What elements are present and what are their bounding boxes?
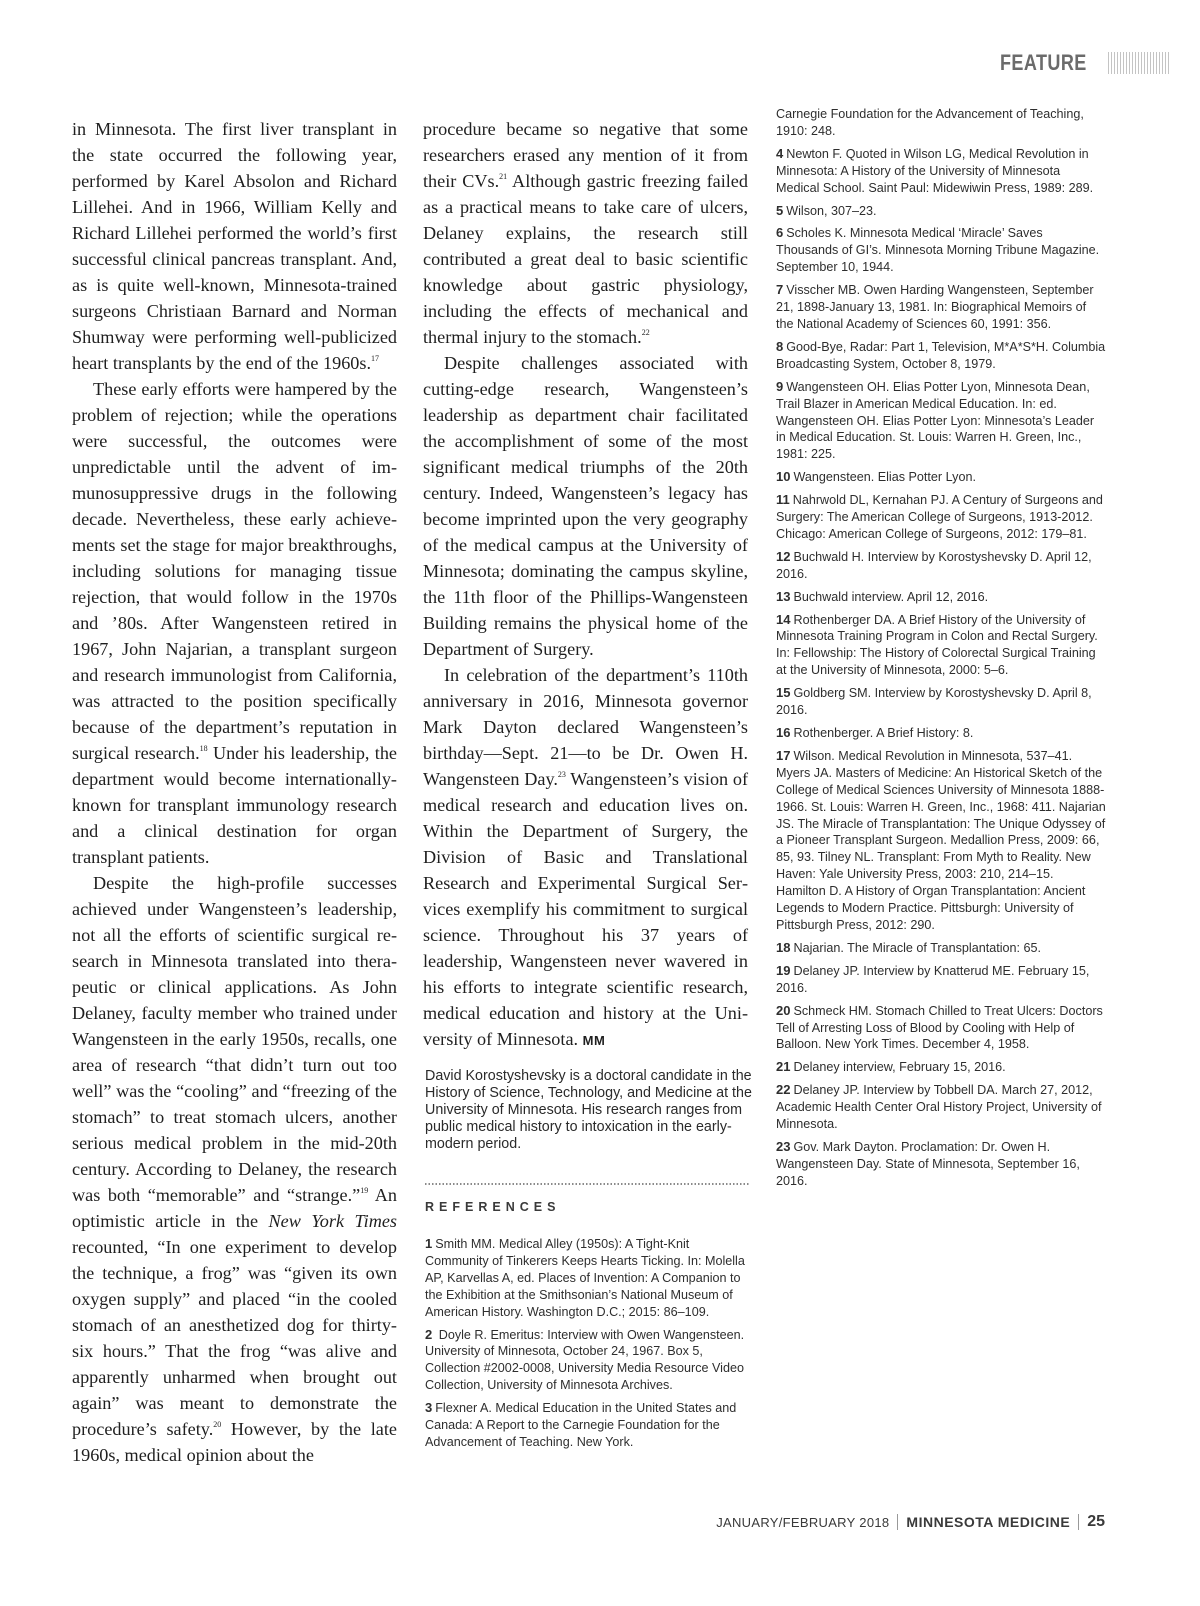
paragraph-text: Under his leadership, the department would become internationally-known for transplant immunology research and a clinical destination for organ transplant patients. [72,743,397,867]
reference-item [776,1003,1106,1054]
reference-text: Good-Bye, Radar: Part 1, Television, M*A*S*H. Columbia Broadcasting System, October 8, 1979. [776,339,1106,371]
reference-number: 12 [776,548,791,564]
reference-text: Wangensteen. Elias Potter Lyon. [793,470,976,485]
reference-number: 5 [776,202,784,218]
paragraph-text: In celebration of the department’s 110th anniversary in 2016, Minnesota governor Mark Dayton declared Wangensteen’s birthday—Sept. 21—to be Dr. Owen H. Wangensteen Day. [423,665,748,789]
dotted-divider [425,1183,750,1185]
reference-number: 3 [425,1400,433,1416]
italic-title: New York Times [268,1211,397,1231]
reference-text: Delaney interview, February 15, 2016. [793,1060,1006,1075]
reference-text: Wilson. Medical Revolution in Minnesota, 537–41. Myers JA. Masters of Medicine: An Historical Sketch of the College of Medical Sciences University of Minnesota 1888-1966. St. Louis: Warren H. Green, Inc., 1968: 411. Najarian JS. The Miracle of Transplantation: The Unique Odyssey of a Pioneer Transplant Surgeon. Medallion Press, 2009: 66, 85, 93. Tilney NL. Transplant: From Myth to Reality. New Haven: Yale University Press, 2003: 210, 214–15. Hamilton D. A History of Organ Transplantation: Ancient Legends to Modern Practice. Pittsburgh: University of Pittsburgh Press, 2012: 290. [776,748,1106,932]
reference-item [776,725,1106,742]
article-paragraph [72,870,397,1468]
reference-number: 22 [776,1082,791,1098]
citation-superscript: 23 [557,770,566,779]
reference-item [776,589,1106,606]
citation-superscript: 22 [641,328,650,337]
reference-text: Delaney JP. Interview by Knatterud ME. February 15, 2016. [776,963,1090,995]
reference-text: Delaney JP. Interview by Tobbell DA. March 27, 2012, Academic Health Center Oral History Project, University of Minnesota. [776,1083,1102,1132]
reference-item [776,225,1106,276]
reference-number: 9 [776,378,784,394]
paragraph-text: An optimistic article in the [72,1185,398,1231]
reference-text: Nahrwold DL, Kernahan PJ. A Century of Surgeons and Surgery: The American College of Surgeons, 1913-2012. Chicago: American College of Surgeons, 2012: 179–81. [776,493,1103,541]
reference-item [776,685,1106,719]
reference-text: Scholes K. Minnesota Medical ‘Miracle’ Saves Thousands of GI’s. Minnesota Morning Tribune Magazine. September 10, 1944. [776,226,1100,275]
reference-number: 4 [776,145,784,161]
citation-superscript: 20 [213,1420,222,1429]
reference-text: Smith MM. Medical Alley (1950s): A Tight-Knit Community of Tinkerers Keeps Hearts Ticking. In: Molella AP, Karvellas A, ed. Places of Invention: A Companion to the Exhibition at the Smithsonian’s National Museum of American History. Washington D.C.; 2015: 86–109. [425,1237,745,1319]
footer-divider [1078,1514,1079,1530]
magazine-name: MINNESOTA MEDICINE [906,1514,1071,1530]
reference-item [776,963,1106,997]
citation-superscript: 19 [360,1186,369,1195]
paragraph-text: recounted, “In one experiment to develop the technique, a frog” was “given its own oxygen supply” and placed “in the cooled stomach of an anesthetized dog for thirty-six hours.” That the frog “was alive and apparently unharmed when brought out again” was meant to demonstrate the procedure’s safety. [72,1237,397,1439]
header-decorative-bar [1108,52,1170,74]
citation-superscript: 21 [499,172,508,181]
reference-text: Buchwald H. Interview by Korostyshevsky D. April 12, 2016. [776,549,1092,581]
reference-number: 18 [776,939,791,955]
reference-number: 23 [776,1138,791,1154]
reference-text: Najarian. The Miracle of Transplantation: 65. [793,940,1042,955]
reference-item [776,612,1106,680]
reference-item [776,1082,1106,1133]
reference-item [776,549,1106,583]
paragraph-text: Despite the high-profile successes achieved under Wangensteen’s leadership, not all the efforts of scientific surgical research in Minnesota translated into therapeutic or clinical applications. As John Delaney, faculty member who trained under Wangensteen in the early 1950s, recalls, one area of research “that didn’t turn out too well” was the “cooling” and “freezing of the stomach” to treat stomach ulcers, another serious medical problem in the mid-20th century. According to Delaney, the research was both “memorable” and “strange.” [72,873,397,1205]
page-number: 25 [1087,1513,1105,1530]
paragraph-text: These early efforts were hampered by the problem of rejection; while the operations were successful, the outcomes were unpredictable until the advent of immunosuppressive drugs in the following decade. Nevertheless, these early achievements set the stage for major breakthroughs, including solutions for managing tissue rejection, that would follow in the 1970s and ’80s. After Wangensteen retired in 1967, John Najarian, a transplant surgeon and research immunologist from California, was attracted to the position specifically because of the department’s reputation in surgical research. [72,379,397,763]
reference-item [776,339,1106,373]
article-paragraph [72,376,397,870]
paragraph-text: Although gastric freezing failed as a practical means to take care of ulcers, Delaney explains, the research still contributed a great deal to basic scientific knowledge about gastric physiology, including the effects of mechanical and thermal injury to the stomach. [423,171,748,347]
references-list-column-2 [425,1236,750,1457]
article-paragraph [423,116,748,350]
reference-text: Rothenberger DA. A Brief History of the University of Minnesota Training Program in Colon and Rectal Surgery. In: Fellowship: The History of Colorectal Surgical Training at the University of Minnesota, 2000: 5–6. [776,612,1098,678]
article-column-1 [72,116,397,1468]
paragraph-text: Wangensteen’s vision of medical research and education lives on. Within the Department of Surgery, the Division of Basic and Translational Research and Experimental Surgical Services exemplify his commitment to surgical science. Throughout his 37 years of leadership, Wangensteen never wavered in his efforts to integrate scientific research, medical education and history at the University of Minnesota. [423,769,749,1049]
reference-item [776,469,1106,486]
reference-item [776,1059,1106,1076]
section-header [1000,48,1170,78]
article-paragraph [423,662,748,1054]
paragraph-text: in Minnesota. The first liver transplant in the state occurred the following year, performed by Karel Absolon and Richard Lillehei. And in 1966, William Kelly and Richard Lillehei performed the world’s first successful clinical pancreas transplant. And, as is quite well-known, Minnesota-trained surgeons Christiaan Barnard and Norman Shumway were performing well-publicized heart transplants by the end of the 1960s. [72,119,397,373]
reference-number: 7 [776,282,784,298]
reference-item [425,1400,750,1451]
reference-number: 11 [776,492,790,508]
reference-text: Rothenberger. A Brief History: 8. [793,726,974,740]
section-label: FEATURE [1000,50,1087,75]
end-mark: MM [582,1033,606,1048]
reference-number: 2 [425,1326,433,1342]
reference-number: 6 [776,225,784,241]
article-column-2 [423,116,748,1054]
paragraph-text: However, by the late 1960s, medical opinion about the [72,1419,397,1465]
reference-text: Flexner A. Medical Education in the United States and Canada: A Report to the Carnegie Foundation for the Advancement of Teaching. New York. [425,1401,737,1449]
reference-item [776,940,1106,957]
reference-item [776,146,1106,197]
paragraph-text: procedure became so negative that some researchers erased any mention of it from their CVs. [423,119,748,191]
reference-number: 17 [776,747,791,763]
reference-number: 14 [776,611,791,627]
reference-continuation: Carnegie Foundation for the Advancement of Teaching, 1910: 248. [776,107,1084,138]
article-paragraph [72,116,397,376]
reference-text: Visscher MB. Owen Harding Wangensteen, September 21, 1898-January 13, 1981. In: Biographical Memoirs of the National Academy of Sciences 60, 1991: 356. [776,283,1094,331]
reference-text: Doyle R. Emeritus: Interview with Owen Wangensteen. University of Minnesota, October 24, 1967. Box 5, Collection #2002-0008, University Media Resource Video Collection, University of Minnesota Archives. [425,1327,745,1393]
references-list-column-3 [776,106,1106,1196]
reference-item [776,748,1106,934]
issue-date: JANUARY/FEBRUARY 2018 [716,1514,890,1530]
reference-number: 13 [776,588,791,604]
reference-item [425,1327,750,1395]
article-paragraph [423,350,748,662]
reference-text: Schmeck HM. Stomach Chilled to Treat Ulcers: Doctors Tell of Arresting Loss of Blood by Cooling with Help of Balloon. New York Times. December 4, 1958. [776,1003,1103,1052]
paragraph-text: Despite challenges associated with cutting-edge research, Wangensteen’s leadership as department chair facilitated the accomplishment of some of the most significant medical triumphs of the 20th century. Indeed, Wangensteen’s legacy has become imprinted upon the very geography of the medical campus at the University of Minnesota; dominating the campus skyline, the 11th floor of the Phillips-Wangensteen Building remains the physical home of the Department of Surgery. [423,353,748,659]
reference-item [776,282,1106,333]
reference-number: 8 [776,338,784,354]
reference-number: 10 [776,469,791,485]
reference-text: Wangensteen OH. Elias Potter Lyon, Minnesota Dean, Trail Blazer in American Medical Education. In: ed. Wangensteen OH. Elias Potter Lyon: Minnesota’s Leader in Medical Education. St. Louis: Warren H. Green, Inc., 1981: 225. [776,379,1095,462]
reference-number: 20 [776,1002,791,1018]
reference-number: 16 [776,725,791,740]
footer-divider [897,1514,898,1530]
reference-text: Goldberg SM. Interview by Korostyshevsky D. April 8, 2016. [776,686,1092,718]
reference-number: 21 [776,1059,791,1075]
reference-number: 19 [776,962,791,978]
reference-item [776,203,1106,220]
reference-item [776,492,1106,543]
reference-text: Buchwald interview. April 12, 2016. [793,589,989,604]
reference-number: 15 [776,685,791,701]
reference-item [776,379,1106,464]
reference-number: 1 [425,1236,433,1251]
citation-superscript: 17 [371,354,380,363]
references-heading: REFERENCES [425,1200,561,1214]
citation-superscript: 18 [199,744,208,753]
reference-text: Gov. Mark Dayton. Proclamation: Dr. Owen H. Wangensteen Day. State of Minnesota, September 16, 2016. [776,1139,1080,1188]
author-bio: David Korostyshevsky is a doctoral candidate in the History of Science, Technology, and Medicine at the University of Minnesota. His research ranges from public medical history to intoxication in the early-modern period. [425,1068,752,1152]
reference-text: Wilson, 307–23. [786,203,877,218]
reference-text: Newton F. Quoted in Wilson LG, Medical Revolution in Minnesota: A History of the University of Minnesota Medical School. Saint Paul: Midewiwin Press, 1989: 289. [776,146,1094,195]
reference-item [425,1236,750,1321]
page-footer [716,1513,1105,1531]
reference-item [776,1139,1106,1190]
